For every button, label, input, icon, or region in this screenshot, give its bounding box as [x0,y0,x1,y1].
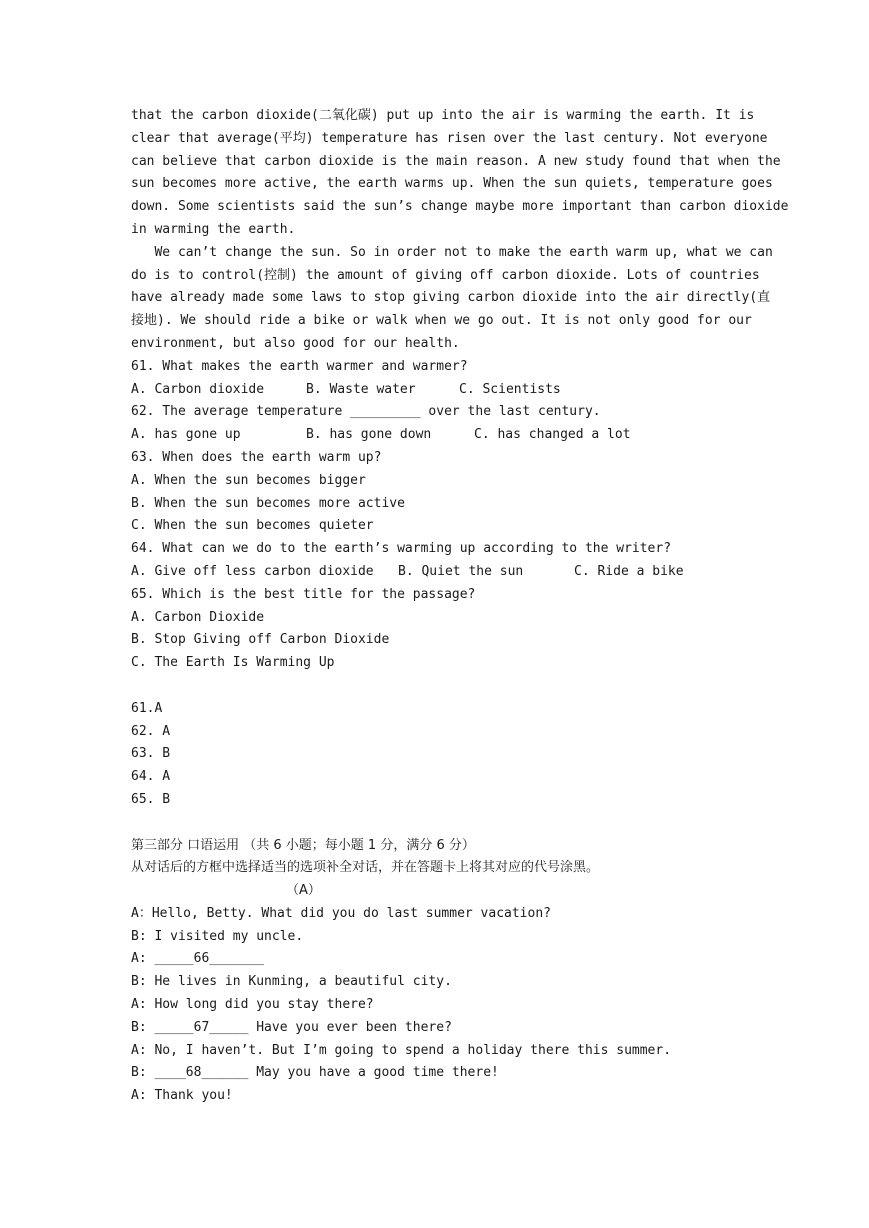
dialogue-line: A: Thank you! [131,1088,233,1104]
passage-line: down. Some scientists said the sun’s change maybe more important than carbon dioxide [131,199,789,215]
option-a: A. Carbon Dioxide [131,609,265,625]
option-a: A. has gone up [131,427,241,443]
question-stem: 63. When does the earth warm up? [131,449,382,465]
option-c: C. When the sun becomes quieter [131,518,374,534]
question-63 [131,447,739,538]
option-b: B. has gone down [306,427,432,443]
option-c: C. Ride a bike [574,563,684,579]
question-62 [131,401,739,447]
part-label: （A） [286,883,321,899]
passage-line: clear that average(平均) temperature has risen over the last century. Not everyone [131,130,768,146]
spacer [131,812,739,835]
section-3 [131,835,739,1109]
passage-line: environment, but also good for our health. [131,335,460,351]
question-stem: 64. What can we do to the earth’s warming up according to the writer? [131,541,672,557]
reading-passage [131,105,789,356]
options-row [131,561,739,584]
dialogue-line: B: ____68______ May you have a good time there! [131,1065,499,1081]
dialogue [131,903,739,1108]
option-b: B. Waste water [306,381,416,397]
option-b: B. Quiet the sun [398,563,524,579]
answer-61: 61.A [131,700,163,716]
question-65 [131,584,739,675]
answer-63: 63. B [131,746,171,762]
passage-line: do is to control(控制) the amount of giving off carbon dioxide. Lots of countries [131,267,760,283]
passage-line: have already made some laws to stop giving carbon dioxide into the air directly(直 [131,290,771,306]
dialogue-line: A: How long did you stay there? [131,997,374,1013]
passage-line: sun becomes more active, the earth warms up. When the sun quiets, temperature goes [131,176,773,192]
section-instruction: 从对话后的方框中选择适当的选项补全对话，并在答题卡上将其对应的代号涂黑。 [131,860,600,876]
option-a: A. Carbon dioxide [131,381,265,397]
section-heading: 第三部分 口语运用 （共 6 小题；每小题 1 分，满分 6 分） [131,837,475,853]
dialogue-line: B: _____67_____ Have you ever been there? [131,1019,452,1035]
dialogue-line: A: No, I haven’t. But I’m going to spend a holiday there this summer. [131,1042,672,1058]
option-c: C. The Earth Is Warming Up [131,655,335,671]
passage-line: 接地). We should ride a bike or walk when we go out. It is not only good for our [131,313,752,329]
dialogue-line: B: He lives in Kunming, a beautiful city. [131,974,452,990]
option-b: B. Stop Giving off Carbon Dioxide [131,632,390,648]
passage-line: can believe that carbon dioxide is the main reason. A new study found that when the [131,153,781,169]
options-row [131,424,739,447]
document-page [131,105,789,1108]
answer-62: 62. A [131,723,171,739]
dialogue-line: A: _____66_______ [131,951,265,967]
passage-line: in warming the earth. [131,221,296,237]
dialogue-line: A：Hello, Betty. What did you do last summer vacation? [131,905,551,921]
passage-line: that the carbon dioxide(二氧化碳) put up into the air is warming the earth. It is [131,108,755,123]
option-b: B. When the sun becomes more active [131,495,405,511]
question-stem: 62. The average temperature _________ over the last century. [131,404,601,420]
answer-65: 65. B [131,791,171,807]
dialogue-line: B: I visited my uncle. [131,928,304,944]
question-64 [131,538,739,584]
option-c: C. Scientists [459,381,561,397]
question-stem: 65. Which is the best title for the passage? [131,586,476,602]
answer-key [131,698,739,812]
answer-64: 64. A [131,769,171,785]
option-a: A. When the sun becomes bigger [131,472,366,488]
spacer [131,675,739,698]
question-61 [131,356,739,402]
option-c: C. has changed a lot [474,427,631,443]
question-stem: 61. What makes the earth warmer and warmer? [131,358,468,374]
passage-line: We can’t change the sun. So in order not to make the earth warm up, what we can [131,244,773,260]
option-a: A. Give off less carbon dioxide [131,563,374,579]
options-row [131,379,739,402]
